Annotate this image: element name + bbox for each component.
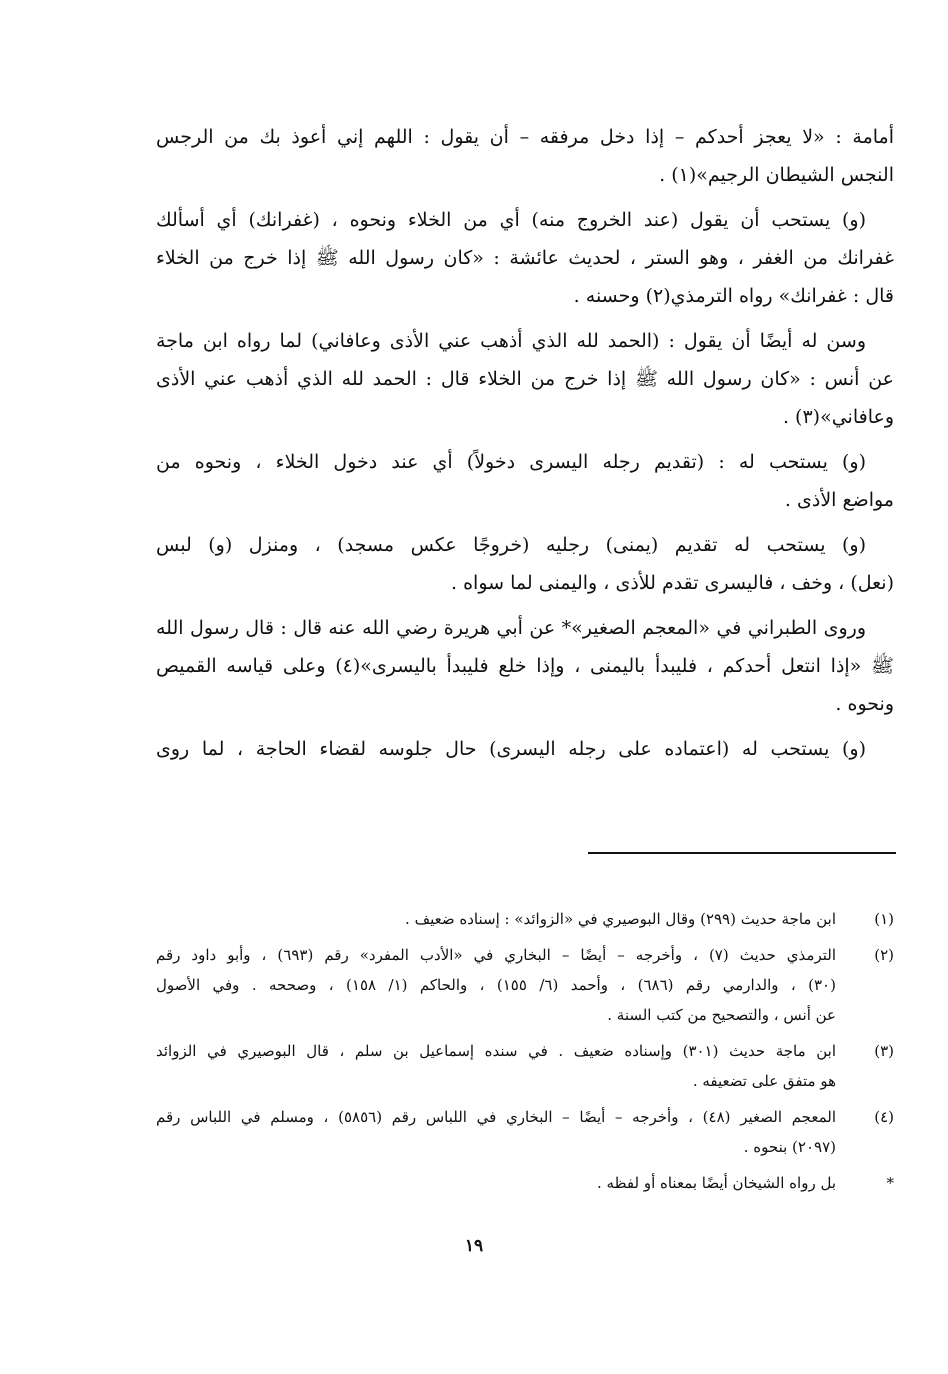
- footnote: [156, 940, 894, 1030]
- text-line: (و) يستحب له : (تقديم رجله اليسرى دخولاً) أي عند دخول الخلاء ، ونحوه من: [156, 451, 866, 473]
- footnote-number: (٣): [874, 1042, 894, 1060]
- main-text: [156, 118, 894, 768]
- page-number: ١٩: [464, 1236, 484, 1256]
- text-line: وعافاني»(٣) .: [782, 406, 894, 428]
- footnote: [156, 1168, 894, 1198]
- footnote-line: المعجم الصغير (٤٨) ، وأخرجه – أيضًا – البخاري في اللباس رقم (٥٨٥٦) ، ومسلم في اللباس رقم: [156, 1108, 836, 1126]
- footnote-line: بل رواه الشيخان أيضًا بمعناه أو لفظه .: [597, 1174, 836, 1192]
- footnote-number: (٢): [874, 946, 894, 964]
- footnote-line: هو متفق على تضعيفه .: [692, 1072, 836, 1090]
- footnote-line: (٣٠) ، والدارمي رقم (٦٨٦) ، وأحمد (٦/ ١٥٥) ، والحاكم (١/ ١٥٨) ، وصححه . وفي الأصول: [156, 976, 836, 994]
- text-line: (و) يستحب له (اعتماده على رجله اليسرى) حال جلوسه لقضاء الحاجة ، لما روى: [156, 738, 866, 760]
- footnote-number: (١): [874, 910, 894, 928]
- text-line: وسن له أيضًا أن يقول : (الحمد لله الذي أذهب عني الأذى وعافاني) لما رواه ابن ماجة: [156, 330, 866, 352]
- footnote: [156, 1036, 894, 1096]
- text-line: غفرانك من الغفر ، وهو الستر ، لحديث عائشة : «كان رسول الله ﷺ إذا خرج من الخلاء: [156, 247, 894, 269]
- text-line: مواضع الأذى .: [784, 489, 894, 511]
- footnote-line: (٢٠٩٧) بنحوه .: [743, 1138, 836, 1156]
- footnote-divider: [588, 852, 896, 854]
- text-line: ونحوه .: [835, 693, 894, 715]
- footnote-marker: *: [886, 1174, 894, 1192]
- footnote: [156, 1102, 894, 1162]
- text-line: (و) يستحب له تقديم (يمنى) رجليه (خروجًا عكس مسجد) ، ومنزل (و) لبس: [156, 534, 866, 556]
- footnote-line: عن أنس ، والتصحيح من كتب السنة .: [607, 1006, 836, 1024]
- text-line: عن أنس : «كان رسول الله ﷺ إذا خرج من الخلاء قال : الحمد لله الذي أذهب عني الأذى: [156, 368, 894, 390]
- footnote-line: الترمذي حديث (٧) ، وأخرجه – أيضًا – البخاري في «الأدب المفرد» رقم (٦٩٣) ، وأبو داود رقم: [156, 946, 836, 964]
- text-line: وروى الطبراني في «المعجم الصغير»* عن أبي هريرة رضي الله عنه قال : قال رسول الله: [156, 617, 866, 639]
- text-line: (و) يستحب أن يقول (عند الخروج منه) أي من الخلاء ونحوه ، (غفرانك) أي أسألك: [156, 209, 866, 231]
- footnote-line: ابن ماجة حديث (٢٩٩) وقال البوصيري في «الزوائد» : إسناده ضعيف .: [405, 910, 836, 928]
- text-line: النجس الشيطان الرجيم»(١) .: [659, 164, 894, 186]
- text-line: ﷺ «إذا انتعل أحدكم ، فليبدأ باليمنى ، وإذا خلع فليبدأ باليسرى»(٤) وعلى قياسه القميص: [156, 655, 894, 677]
- text-line: أمامة : «لا يعجز أحدكم – إذا دخل مرفقه – أن يقول : اللهم إني أعوذ بك من الرجس: [156, 126, 894, 148]
- text-line: (نعل) ، وخف ، فاليسرى تقدم للأذى ، واليمنى لما سواه .: [451, 572, 894, 594]
- footnote-number: (٤): [874, 1108, 894, 1126]
- footnote: [156, 904, 894, 934]
- text-line: قال : غفرانك» رواه الترمذي(٢) وحسنه .: [573, 285, 894, 307]
- footnote-line: ابن ماجة حديث (٣٠١) وإسناده ضعيف . في سنده إسماعيل بن سلم ، قال البوصيري في الزوائد: [156, 1042, 836, 1060]
- footnotes: [156, 904, 894, 1204]
